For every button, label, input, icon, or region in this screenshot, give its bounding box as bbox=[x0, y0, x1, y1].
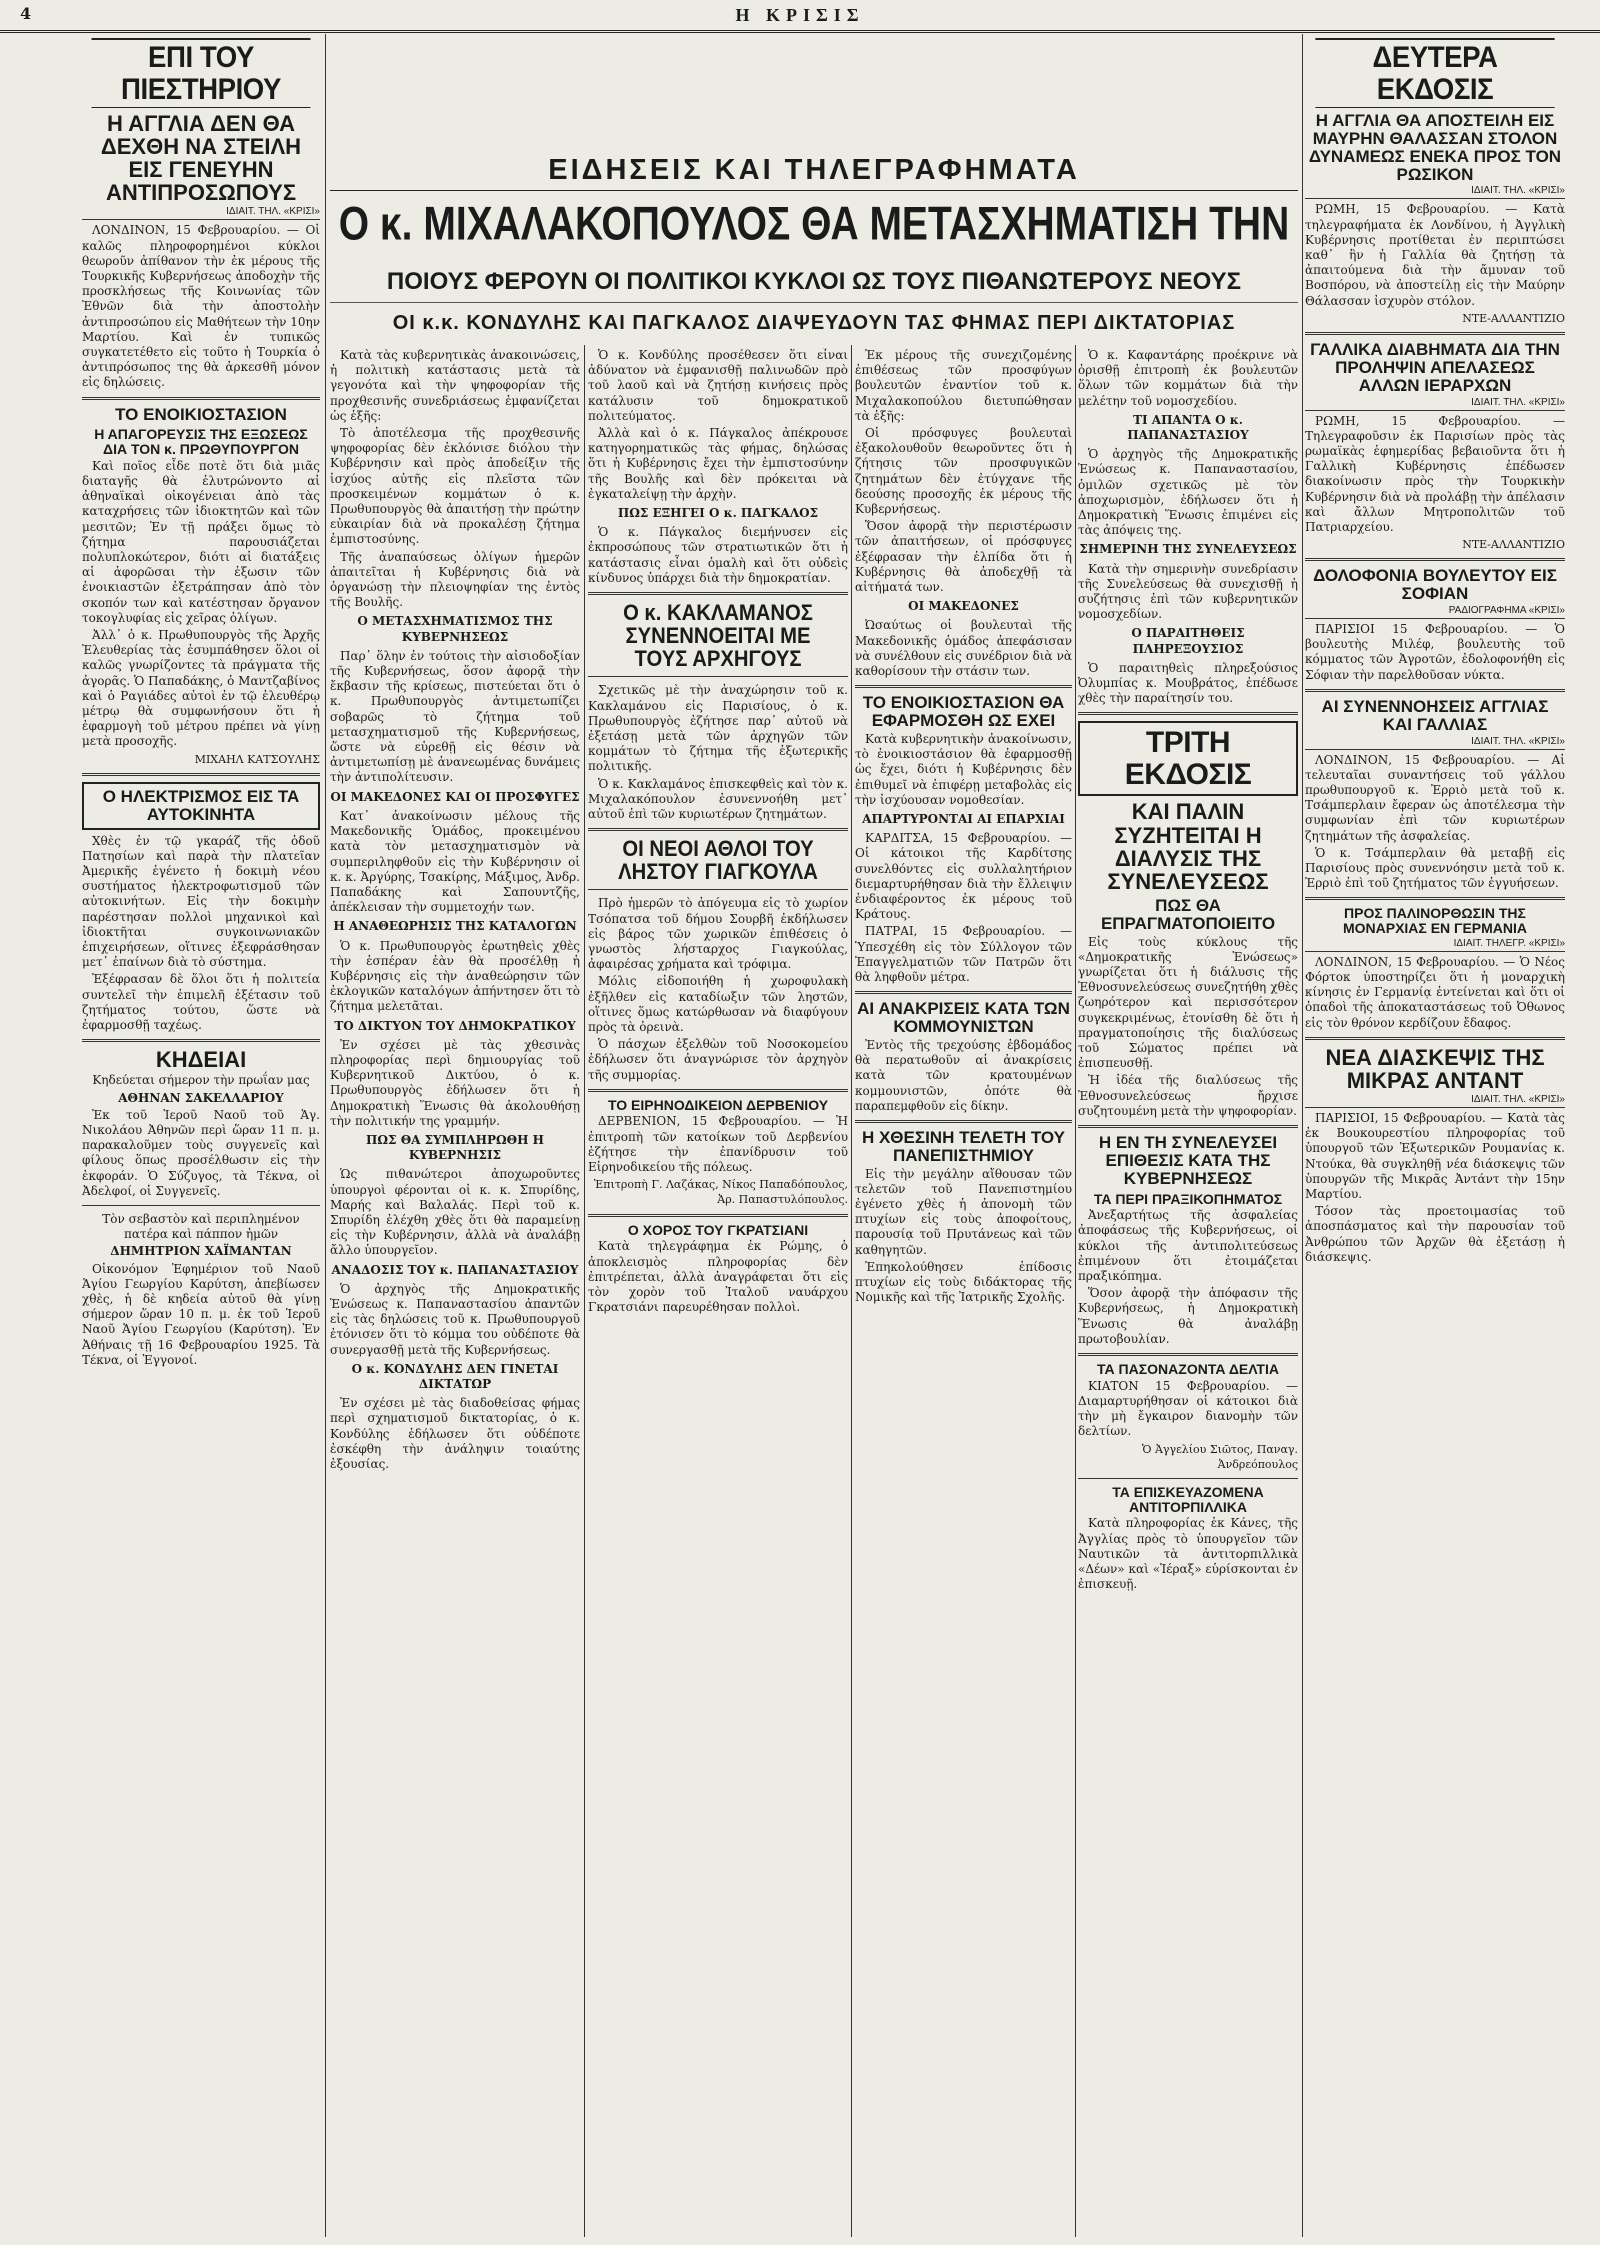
divider bbox=[855, 991, 1072, 994]
notice-lead: Τὸν σεβαστὸν καὶ περιπλημένον πατέρα καὶ πάππον ἡμῶν bbox=[102, 1211, 300, 1242]
main-deck: ΟΙ κ.κ. ΚΟΝΔΥΛΗΣ ΚΑΙ ΠΑΓΚΑΛΟΣ ΔΙΑΨΕΥΔΟΥΝ ΤΑΣ ΦΗΜΑΣ ΠΕΡΙ ΔΙΚΤΑΤΟΡΙΑΣ bbox=[392, 312, 1236, 334]
article-text: Ἐντὸς τῆς τρεχούσης ἑβδομάδος θὰ περατωθοῦν αἱ ἀνακρίσεις κατὰ τῶν κρατουμένων κομμουνιστῶν, ὁπότε θὰ παραπεμφθοῦν εἰς δίκην. bbox=[855, 1037, 1072, 1113]
article-headline: Ο ΗΛΕΚΤΡΙΣΜΟΣ ΕΙΣ ΤΑ ΑΥΤΟΚΙΝΗΤΑ bbox=[82, 782, 320, 830]
section-subhead: Ο ΜΕΤΑΣΧΗΜΑΤΙΣΜΟΣ ΤΗΣ ΚΥΒΕΡΝΗΣΕΩΣ bbox=[357, 614, 553, 644]
article-signature: Ὁ Ἀγγελίου Σιῶτος, Παναγ. Ἀνδρεόπουλος bbox=[1142, 1442, 1298, 1471]
article-headline: ΚΑΙ ΠΑΛΙΝ ΣΥΖΗΤΕΙΤΑΙ Η ΔΙΑΛΥΣΙΣ ΤΗΣ ΣΥΝΕΛΕΥΣΕΩΣ bbox=[1107, 799, 1269, 894]
article-headline: ΑΙ ΣΥΝΕΝΝΟΗΣΕΙΣ ΑΓΓΛΙΑΣ ΚΑΙ ΓΑΛΛΙΑΣ bbox=[1321, 696, 1549, 734]
article-text: Κατὰ κυβερνητικὴν ἀνακοίνωσιν, τὸ ἐνοικιοστάσιον θὰ ἐφαρμοσθῇ ὡς ἔχει, διότι ἡ Κυβέρνησις δὲν ἐπιθυμεῖ νὰ ἐπιφέρῃ μεταβολὰς εἰς τὴν ἰσχύουσαν νομοθεσίαν. bbox=[855, 731, 1072, 807]
column-divider bbox=[584, 345, 585, 2237]
notice-text: Ἐκ τοῦ Ἱεροῦ Ναοῦ τοῦ Ἁγ. Νικολάου Ἀθηνῶν περὶ ὥραν 11 π. μ. παρακαλοῦμεν τοὺς συγγενεῖς καὶ φίλους ὅπως προσέλθωσιν εἰς τὴν ἐκφοράν. Ὁ Σύζυγος, τὰ Τέκνα, οἱ Ἀδελφοί, οἱ Συγγενεῖς. bbox=[82, 1107, 320, 1198]
column-divider bbox=[851, 345, 852, 2237]
divider bbox=[588, 592, 848, 595]
article-text: Ἐκ μέρους τῆς συνεχιζομένης ἐπιθέσεως τῶν προσφύγων βουλευτῶν ἐναντίον τοῦ κ. Μιχαλακοπούλου διετυπώθησαν τὰ ἑξῆς: bbox=[855, 348, 1072, 423]
notice-name: ΔΗΜΗΤΡΙΟΝ ΧΑΪΜΑΝΤΑΝ bbox=[110, 1244, 292, 1259]
article-text: Ὁ ἀρχηγὸς τῆς Δημοκρατικῆς Ἑνώσεως κ. Παπαναστασίου, ὁμιλῶν σχετικῶς μὲ τὸν ἀποχωρισμὸν, ἐδήλωσεν ὅτι ἡ Δημοκρατικὴ Ἕνωσις ἐπιμένει εἰς τὰς ἀπόψεις της. bbox=[1078, 447, 1298, 538]
article-text: Ὁ κ. Πρωθυπουργὸς ἐρωτηθεὶς χθὲς τὴν ἑσπέραν ἐὰν θὰ προσέλθῃ ἡ Κυβέρνησις εἰς τὴν ἀναθεώρησιν τῶν ἐκλογικῶν καταλόγων ἀπήντησεν ὅτι τὸ ζήτημα μελετᾶται. bbox=[330, 938, 580, 1014]
divider bbox=[1305, 332, 1565, 335]
dateline-tag: ΙΔΙΑΙΤ. ΤΗΛΕΓΡ. «ΚΡΙΣΙ» bbox=[1305, 938, 1565, 952]
section-subhead: ΣΗΜΕΡΙΝΗ ΤΗΣ ΣΥΝΕΛΕΥΣΕΩΣ bbox=[1079, 542, 1297, 557]
article-headline: Η ΕΝ ΤΗ ΣΥΝΕΛΕΥΣΕΙ ΕΠΙΘΕΣΙΣ ΚΑΤΑ ΤΗΣ ΚΥΒΕΡΝΗΣΕΩΣ bbox=[1098, 1132, 1278, 1188]
dateline-tag: ΙΔΙΑΙΤ. ΤΗΛ. «ΚΡΙΣΙ» bbox=[1305, 185, 1565, 199]
article-headline: ΔΟΛΟΦΟΝΙΑ ΒΟΥΛΕΥΤΟΥ ΕΙΣ ΣΟΦΙΑΝ bbox=[1313, 566, 1557, 604]
dateline-tag: ΙΔΙΑΙΤ. ΤΗΛ. «ΚΡΙΣΙ» bbox=[1305, 1094, 1565, 1108]
article-text: ΛΟΝΔΙΝΟΝ, 15 Φεβρουαρίου. — Οἱ καλῶς πληροφορημένοι κύκλοι θεωροῦν ἀπίθανον τὴν ἐκ μέρους τῆς Τουρκικῆς Κυβερνήσεως ἀποδοχὴν τῆς προσκλήσεως τῆς Κοινωνίας τῶν Ἐθνῶν διὰ τὴν ἀποστολὴν ἀντιπροσώπου εἰς Μαθήτεων τὴν 10ην Μαρτίου. Καὶ ἐν τυπικῶς συγκατετέθετο εἰς τοῦτο ἡ Τουρκία ὁ ἀντιπρόσωπος της θὰ ἀρκεσθῆ μόνον εἰς δηλώσεις. bbox=[82, 223, 320, 390]
article-text: Ἡ ἰδέα τῆς διαλύσεως τῆς Ἐθνοσυνελεύσεως ἤρχισε συζητουμένη μετὰ τὴν ψηφοφορίαν. bbox=[1078, 1073, 1298, 1118]
article-text: Ἐπηκολούθησεν ἐπίδοσις πτυχίων εἰς τοὺς διδάκτορας τῆς Νομικῆς καὶ τῆς Ἰατρικῆς Σχολῆς. bbox=[855, 1259, 1072, 1305]
article-headline: Η ΧΘΕΣΙΝΗ ΤΕΛΕΤΗ ΤΟΥ ΠΑΝΕΠΙΣΤΗΜΙΟΥ bbox=[861, 1127, 1066, 1165]
column-4 bbox=[855, 348, 1072, 2237]
divider bbox=[588, 676, 848, 677]
divider bbox=[855, 1120, 1072, 1123]
article-subheadline: ΤΑ ΠΕΡΙ ΠΡΑΞΙΚΟΠΗΜΑΤΟΣ bbox=[1093, 1190, 1283, 1207]
article-headline: ΤΟ ΕΝΟΙΚΙΟΣΤΑΣΙΟΝ bbox=[115, 404, 287, 424]
article-text: Τὸ ἀποτέλεσμα τῆς προχθεσινῆς ψηφοφορίας δὲν ἐκλόνισε διόλου τὴν Κυβέρνησιν καὶ πρὸς ἀποδείξιν τῆς ἰσχύος αὐτῆς εἰς πλεῖστα τῶν προσκειμένων κομμάτων ὁ κ. Πρωθυπουργὸς θὰ ἀπαιτήσῃ τὴν πρώτην εὐκαιρίαν διὰ νὰ προκαλέσῃ ζήτημα ἐμπιστοσύνης. bbox=[330, 426, 580, 547]
article-text: Ὁ κ. Τσάμπερλαιν θὰ μεταβῇ εἰς Παρισίους πρὸς συνεννόησιν μετὰ τοῦ κ. Ἐρριὸ ἐπὶ τοῦ ζητήματος τῶν ἐγγυήσεων. bbox=[1305, 845, 1565, 891]
article-text: ΡΩΜΗ, 15 Φεβρουαρίου. — Τηλεγραφοῦσιν ἐκ Παρισίων πρὸς τὰς ρωμαϊκὰς ἐφημερίδας βεβαιοῦντα ὅτι ἡ Γαλλικὴ Κυβέρνησις ἐπέδωσεν διακοίνωσιν πρὸς τὴν Τουρκικὴν Κυβέρνησιν διὰ νὰ προλάβῃ τὴν ἀπέλασιν καὶ ἄλλων Μητροπολιτῶν τοῦ Πατριαρχείου. bbox=[1305, 413, 1565, 534]
article-headline: ΟΙ ΝΕΟΙ ΑΘΛΟΙ ΤΟΥ ΛΗΣΤΟΥ ΓΙΑΓΚΟΥΛΑ bbox=[618, 836, 818, 885]
section-subhead: ΤΙ ΑΠΑΝΤΑ Ο κ. ΠΑΠΑΝΑΣΤΑΣΙΟΥ bbox=[1127, 412, 1249, 443]
section-subhead: Ο κ. ΚΟΝΔΥΛΗΣ ΔΕΝ ΓΙΝΕΤΑΙ ΔΙΚΤΑΤΩΡ bbox=[351, 1361, 559, 1391]
article-text: ΠΑΡΙΣΙΟΙ, 15 Φεβρουαρίου. — Κατὰ τὰς ἐκ Βουκουρεστίου πληροφορίας τοῦ ὑπουργοῦ τῶν Ἐξωτερικῶν Ρουμανίας κ. Ντούκα, θὰ συγκληθῇ νέα διάσκεψις τῶν ὑπουργῶν τῆς Μικρᾶς Ἀντάντ τὴν 15ην Μαρτίου. bbox=[1305, 1110, 1565, 1201]
article-headline: ΤΟ ΕΝΟΙΚΙΟΣΤΑΣΙΟΝ ΘΑ ΕΦΑΡΜΟΣΘΗ ΩΣ ΕΧΕΙ bbox=[862, 693, 1065, 731]
article-signature: Ἐπιτροπὴ Γ. Λαζάκας, Νίκος Παπαδόπουλος, Ἀρ. Παπαστυλόπουλος. bbox=[593, 1178, 848, 1207]
article-text: Ἀνεξαρτήτως τῆς ἀσφαλείας ἀποφάσεως τῆς Κυβερνήσεως, οἱ κύκλοι τῆς ἀντιπολιτεύσεως ἐπιμένουν ὅτι ἐτοιμάζεται πραξικόπημα. bbox=[1078, 1208, 1298, 1283]
section-subhead: Ο ΠΑΡΑΙΤΗΘΕΙΣ ΠΛΗΡΕΞΟΥΣΙΟΣ bbox=[1131, 626, 1245, 656]
article-signature: ΝΤΕ-ΑΛΛΑΝΤΙΖΙΟ bbox=[1462, 538, 1565, 552]
article-subheadline: Η ΑΠΑΓΟΡΕΥΣΙΣ ΤΗΣ ΕΞΩΣΕΩΣ ΔΙΑ ΤΟΝ κ. ΠΡΩΘΥΠΟΥΡΓΟΝ bbox=[94, 426, 308, 458]
article-text: Πρὸ ἡμερῶν τὸ ἀπόγευμα εἰς τὸ χωρίον Τσόπατσα τοῦ δήμου Σουρβῆ ἐκδήλωσεν εἰς βάρος τῶν χωρικῶν ἐπιθέσεις ὁ γνωστὸς λήσταρχος Γιαγκούλας, ἀφαιρέσας χρήματα καὶ τρόφιμα. bbox=[588, 896, 848, 972]
article-text: Ὁ παραιτηθεὶς πληρεξούσιος Ὀλυμπίας κ. Μουβράτος, ἐπέδωσε χθὲς τὴν παραίτησίν του. bbox=[1078, 660, 1298, 706]
article-text: Ἐν σχέσει μὲ τὰς διαδοθείσας φήμας περὶ σχηματισμοῦ δικτατορίας, ὁ κ. Κονδύλης ἐδήλωσεν ὅτι οὐδέποτε ἐσκέφθη τὴν ἀνάληψιν τοιαύτης ἐξουσίας. bbox=[330, 1396, 580, 1472]
article-text: Εἰς τοὺς κύκλους τῆς «Δημοκρατικῆς Ἑνώσεως» γνωρίζεται ὅτι ἡ διάλυσις τῆς Ἐθνοσυνελεύσεως συνεζητήθη χθὲς ζωηρότερον καὶ περισσότερον συγκεκριμένως, ἐτονίσθη δὲ ὅτι ἡ πραγματοποίησις τῆς διαλύσεως τοῦ Σώματος πρέπει νὰ ἐπισπευσθῇ. bbox=[1078, 934, 1298, 1071]
notice-text: Οἰκονόμον Ἐφημέριον τοῦ Ναοῦ Ἁγίου Γεωργίου Καρύτση, ἀπεβίωσεν χθὲς, ἡ δὲ κηδεία αὐτοῦ θὰ γίνῃ σήμερον ὥραν 10 π. μ. ἐκ τοῦ Ἱεροῦ Ναοῦ Ἁγίου Γεωργίου (Καρύτση). Ἐν Ἀθήναις τῇ 16 Φεβρουαρίου 1925. Τὰ Τέκνα, οἱ Ἐγγονοί. bbox=[82, 1261, 320, 1367]
article-text: Παρ᾽ ὅλην ἐν τούτοις τὴν αἰσιοδοξίαν τῆς Κυβερνήσεως, ὅσον ἀφορᾷ τὴν ἔκβασιν τῆς κρίσεως, πιστεύεται ὅτι ὁ κ. Πρωθυπουργὸς ἀντιμετωπίζει σοβαρῶς τὸ ζήτημα τοῦ μετασχηματισμοῦ τῆς Κυβερνήσεως, ὥστε νὰ εὑρεθῇ εἰς θέσιν νὰ ἀντιμετωπίσῃ μὲ ἀνανεωμένας δυνάμεις τὴν ἀντιπολίτευσιν. bbox=[330, 648, 580, 785]
article-text: ΚΙΑΤΟΝ 15 Φεβρουαρίου. — Διαμαρτυρήθησαν οἱ κάτοικοι διὰ τὴν μὴ ἔγκαιρον διανομὴν τῶν δελτίων. bbox=[1078, 1378, 1298, 1439]
article-text: ΚΑΡΔΙΤΣΑ, 15 Φεβρουαρίου. — Οἱ κάτοικοι τῆς Καρδίτσης συνελθόντες εἰς συλλαλητήριον διεμαρτυρήθησαν διὰ τὴν ἔλλειψιν ἐνδιαφέροντος ἐκ μέρους τοῦ Κράτους. bbox=[855, 831, 1072, 922]
divider bbox=[855, 685, 1072, 688]
divider bbox=[1078, 712, 1298, 715]
article-text: Ἐξέφρασαν δὲ ὅλοι ὅτι ἡ πολιτεία συντελεῖ τὴν ἐπιμελῆ ἐξέτασιν τοῦ ζητήματος τούτου, ὥστε νὰ ἐφαρμοσθῇ ταχέως. bbox=[82, 972, 320, 1033]
main-subheadline: ΠΟΙΟΥΣ ΦΕΡΟΥΝ ΟΙ ΠΟΛΙΤΙΚΟΙ ΚΥΚΛΟΙ ΩΣ ΤΟΥΣ ΠΙΘΑΝΩΤΕΡΟΥΣ ΝΕΟΥΣ bbox=[330, 262, 1298, 303]
section-subhead: ΑΠΑΡΤΥΡΟΝΤΑΙ ΑΙ ΕΠΑΡΧΙΑΙ bbox=[862, 811, 1065, 826]
edition-banner: ΤΡΙΤΗ ΕΚΔΟΣΙΣ bbox=[1078, 721, 1298, 796]
dateline-tag: ΙΔΙΑΙΤ. ΤΗΛ. «ΚΡΙΣΙ» bbox=[1305, 397, 1565, 411]
article-headline: Ο κ. ΚΑΚΛΑΜΑΝΟΣ ΣΥΝΕΝΝΟΕΙΤΑΙ ΜΕ ΤΟΥΣ ΑΡΧΗΓΟΥΣ bbox=[623, 600, 813, 672]
article-headline: ΕΠΙ ΤΟΥ ΠΙΕΣΤΗΡΙΟΥ bbox=[92, 38, 311, 108]
masthead bbox=[0, 0, 1600, 33]
article-text: Ὡς πιθανώτεροι ἀποχωροῦντες ὑπουργοὶ φέρονται οἱ κ. κ. Σπυρίδης, Μαρής καὶ Βαλαλάς. Περὶ τοῦ κ. Σπυρίδη ἐλέχθη χθὲς ὅτι θὰ παραμείνῃ εἰς τὴν Κυβέρνησιν, ἀλλὰ νὰ ἀναλάβῃ ἄλλο ὑπουργεῖον. bbox=[330, 1167, 580, 1258]
paper-name: Η ΚΡΙΣΙΣ bbox=[735, 4, 865, 25]
divider bbox=[82, 1205, 320, 1206]
divider bbox=[82, 773, 320, 776]
article-headline: ΤΟ ΕΙΡΗΝΟΔΙΚΕΙΟΝ ΔΕΡΒΕΝΙΟΥ bbox=[607, 1096, 829, 1113]
column-divider bbox=[1302, 34, 1303, 2237]
divider bbox=[1305, 897, 1565, 900]
article-headline: ΚΗΔΕΙΑΙ bbox=[155, 1047, 247, 1073]
divider bbox=[588, 1214, 848, 1217]
page-number: 4 bbox=[20, 4, 32, 23]
article-text: Ἀλλ᾽ ὁ κ. Πρωθυπουργὸς τῆς Ἀρχῆς Ἐλευθερίας τὰς ἐσυμπάθησεν ὅλοι οἱ καλῶς γνωρίζοντες τὰ πράγματα τῆς ἀγορᾶς. Ὁ Παπαδάκης, ὁ Μαντζαβίνος καὶ ὁ Ραγιάδες αὐτοὶ ἐν τῷ ἐλευθέρῳ μέτρῳ θὰ συμφωνήσουν ὅτι ἡ ἐφαρμογὴ τοῦ μέτρου πρέπει νὰ γίνῃ μετὰ προσοχῆς. bbox=[82, 628, 320, 749]
divider bbox=[82, 397, 320, 400]
main-headline: Ο κ. ΜΙΧΑΛΑΚΟΠΟΥΛΟΣ ΘΑ ΜΕΤΑΣΧΗΜΑΤΙΣΗ ΤΗΝ bbox=[338, 198, 1290, 251]
section-subhead: ΟΙ ΜΑΚΕΔΟΝΕΣ bbox=[908, 599, 1019, 614]
column-1 bbox=[82, 34, 320, 2237]
article-headline: ΤΑ ΕΠΙΣΚΕΥΑΖΟΜΕΝΑ ΑΝΤΙΤΟΡΠΙΛΛΙΚΑ bbox=[1112, 1483, 1264, 1515]
article-text: Κατὰ τὰς κυβερνητικὰς ἀνακοινώσεις, ἡ πολιτικὴ κατάστασις μετὰ τὰ γεγονότα καὶ τὴν ψηφοφορίαν τῆς προχθεσινῆς συνεδριάσεως ἐμφανίζεται ὡς ἑξῆς: bbox=[330, 348, 580, 423]
article-text: Ἀλλὰ καὶ ὁ κ. Πάγκαλος ἀπέκρουσε κατηγορηματικῶς τὰς φήμας, δηλώσας ὅτι ἡ Κυβέρνησις ἔχει τὴν ἐμπιστοσύνην τῆς Βουλῆς καὶ δὲν πρόκειται νὰ ἐγκαταλείψῃ τὴν ἀρχὴν. bbox=[588, 426, 848, 501]
article-text: Ἐν σχέσει μὲ τὰς χθεσινὰς πληροφορίας περὶ δημιουργίας τοῦ Κυβερνητικοῦ Δικτύου, ὁ κ. Πρωθυπουργὸς ἐδήλωσεν ὅτι ἡ Δημοκρατικὴ Ἕνωσις θὰ ἀκολουθήσῃ τὴν πολιτικήν της γραμμήν. bbox=[330, 1037, 580, 1128]
article-headline: ΤΑ ΠΑΣΟΝΑΖΟΝΤΑ ΔΕΛΤΙΑ bbox=[1097, 1361, 1279, 1378]
divider bbox=[1305, 689, 1565, 692]
article-text: Χθὲς ἐν τῷ γκαράζ τῆς ὁδοῦ Πατησίων καὶ παρὰ τὴν πλατεῖαν Ἀμερικῆς ἐγένετο ἡ δοκιμὴ νέου συστήματος ἠλεκτροφωτισμοῦ τῶν αὐτοκινήτων. Εἰς τὴν δοκιμὴν παρέστησαν πολλοὶ μηχανικοὶ καὶ ἰδιοκτῆται συγκοινωνιακῶν ἐπιχειρήσεων, οἵτινες ἐξεφράσθησαν μετ᾽ ἐπαίνων διὰ τὸ σύστημα. bbox=[82, 833, 320, 970]
article-text: Σχετικῶς μὲ τὴν ἀναχώρησιν τοῦ κ. Κακλαμάνου εἰς Παρισίους, ὁ κ. Πρωθυπουργὸς ἐζήτησε παρ᾽ αὐτοῦ νὰ ἐξετάσῃ μετὰ τῶν ἀρχηγῶν τῶν κομμάτων τὸ ζήτημα τῆς ἐξωτερικῆς πολιτικῆς. bbox=[588, 683, 848, 774]
section-title: ΕΙΔΗΣΕΙΣ ΚΑΙ ΤΗΛΕΓΡΑΦΗΜΑΤΑ bbox=[330, 150, 1298, 191]
column-5 bbox=[1078, 348, 1298, 2237]
article-text: Εἰς τὴν μεγάλην αἴθουσαν τῶν τελετῶν τοῦ Πανεπιστημίου ἐγένετο χθὲς ἡ ἀπονομὴ τῶν πτυχίων εἰς τοὺς ἀποφοίτους, παρουσίᾳ τοῦ Πρυτάνεως καὶ τῶν καθηγητῶν. bbox=[855, 1166, 1072, 1257]
article-text: Τῆς ἀναπαύσεως ὀλίγων ἡμερῶν ἀπαιτεῖται ἡ Κυβέρνησις διὰ νὰ ὀργανώσῃ τὴν πλειοψηφίαν της ἐντὸς τῆς Βουλῆς. bbox=[330, 549, 580, 610]
article-headline: ΑΙ ΑΝΑΚΡΙΣΕΙΣ ΚΑΤΑ ΤΩΝ ΚΟΜΜΟΥΝΙΣΤΩΝ bbox=[857, 999, 1070, 1037]
dateline-tag: ΙΔΙΑΙΤ. ΤΗΛ. «ΚΡΙΣΙ» bbox=[82, 206, 320, 220]
article-text: ΠΑΤΡΑΙ, 15 Φεβρουαρίου. — Ὑπεσχέθη εἰς τὸν Σύλλογον τῶν Ἐπαγγελματιῶν τῶν Πατρῶν ὅτι θὰ ληφθοῦν μέτρα. bbox=[855, 924, 1072, 984]
article-text: Κατὰ τηλεγράφημα ἐκ Ρώμης, ὁ ἀποκλεισμὸς πληροφορίας δὲν ἐπιτρέπεται, ἀλλὰ ἀναγράφεται ὅτι εἰς τὸν χορὸν τοῦ Ἰταλοῦ ναυάρχου Γκρατσιάνι παρευρέθησαν πολλοὶ. bbox=[588, 1239, 848, 1315]
dateline-tag: ΙΔΙΑΙΤ. ΤΗΛ. «ΚΡΙΣΙ» bbox=[1305, 736, 1565, 750]
article-text: Κατὰ πληροφορίας ἐκ Κάνες, τῆς Ἀγγλίας πρὸς τὸ ὑπουργεῖον τῶν Ναυτικῶν τὰ ἀντιτορπιλλικὰ «Δέων» καὶ «Ἱέραξ» εὑρίσκονται ἐν ἐπισκευῇ. bbox=[1078, 1516, 1298, 1592]
article-text: ΠΑΡΙΣΙΟΙ 15 Φεβρουαρίου. — Ὁ βουλευτὴς Μιλέφ, βουλευτὴς τοῦ κόμματος τῶν Ἀγροτῶν, ἐδολοφονήθη εἰς Σόφιαν τὴν παρελθοῦσαν νύκτα. bbox=[1305, 622, 1565, 682]
column-divider bbox=[325, 34, 326, 2237]
article-text: Ὁ κ. Κακλαμάνος ἐπισκεφθεὶς καὶ τὸν κ. Μιχαλακόπουλον ἐσυνεννοήθη μετ᾽ αὐτοῦ ἐπὶ τῶν κυριωτέρων ζητημάτων. bbox=[588, 776, 848, 821]
article-text: ΛΟΝΔΙΝΟΝ, 15 Φεβρουαρίου. — Ὁ Νέος Φόρτοκ ὑποστηρίζει ὅτι ἡ μοναρχικὴ κίνησις ἐν Γερμανίᾳ ἐντείνεται καὶ ὅτι οἱ ὀπαδοὶ τῆς ἀποκαταστάσεως τοῦ Ὀθωνος εἰς τὸν θρόνον κερδίζουν ἔδαφος. bbox=[1305, 954, 1565, 1030]
section-subhead: ΠΩΣ ΕΞΗΓΕΙ Ο κ. ΠΑΓΚΑΛΟΣ bbox=[617, 506, 819, 521]
article-text: Κατὰ τὴν σημερινὴν συνεδρίασιν τῆς Συνελεύσεως θὰ συνεχισθῇ ἡ συζήτησις ἐπὶ τῶν κυβερνητικῶν νομοσχεδίων. bbox=[1078, 561, 1298, 622]
divider bbox=[82, 1039, 320, 1042]
article-headline: ΝΕΑ ΔΙΑΣΚΕΨΙΣ ΤΗΣ ΜΙΚΡΑΣ ΑΝΤΑΝΤ bbox=[1325, 1044, 1545, 1093]
divider bbox=[1305, 1037, 1565, 1040]
column-6 bbox=[1305, 34, 1565, 2237]
article-text: Ὁ κ. Κονδύλης προσέθεσεν ὅτι εἶναι ἀδύνατον νὰ ἐμφανισθῇ παλινωδῶν πρὸ τοῦ λαοῦ καὶ νὰ ζητήσῃ κινήσεις πρὸς κατάλυσιν τοῦ δημοκρατικοῦ πολιτεύματος. bbox=[588, 348, 848, 423]
edition-banner: ΔΕΥΤΕΡΑ ΕΚΔΟΣΙΣ bbox=[1315, 38, 1554, 108]
article-text: Καὶ ποῖος εἶδε ποτὲ ὅτι διὰ μιᾶς διαταγῆς θὰ ἐλυτρώνοντο αἱ ἀθηναϊκαὶ οἰκογένειαι ἀπὸ τὰς καταχρήσεις τῶν ἰδιοκτητῶν καὶ τῶν μεσιτῶν; Ἐν τῇ πράξει ὅμως τὸ ζήτημα παρουσιάζεται πολυπλοκώτερον, διότι αἱ διατάξεις αἱ ἀφορῶσαι τὴν ἐξωσιν τῶν ἐνοικιαστῶν ἐξετράπησαν ἀπὸ τὸν σκοπόν των καὶ κατέστησαν ὄργανον τοκογλυφίας εἰς χεῖρας ὀλίγων. bbox=[82, 458, 320, 625]
section-subhead: ΑΝΑΔΟΣΙΣ ΤΟΥ κ. ΠΑΠΑΝΑΣΤΑΣΙΟΥ bbox=[331, 1262, 579, 1277]
section-subhead: ΤΟ ΔΙΚΤΥΟΝ ΤΟΥ ΔΗΜΟΚΡΑΤΙΚΟΥ bbox=[334, 1018, 576, 1033]
article-subheadline: ΠΩΣ ΘΑ ΕΠΡΑΓΜΑΤΟΠΟΙΕΙΤΟ bbox=[1100, 895, 1276, 933]
article-signature: ΜΙΧΑΗΛ ΚΑΤΣΟΥΛΗΣ bbox=[194, 752, 320, 766]
dateline-tag: ΡΑΔΙΟΓΡΑΦΗΜΑ «ΚΡΙΣΙ» bbox=[1305, 605, 1565, 619]
article-text: Ὠσαύτως οἱ βουλευταὶ τῆς Μακεδονικῆς ὁμάδος ἀπεφάσισαν νὰ συνέλθουν εἰς συνέδριον διὰ νὰ καθορίσουν τὴν στάσιν των. bbox=[855, 618, 1072, 679]
article-text: Ὁ ἀρχηγὸς τῆς Δημοκρατικῆς Ἑνώσεως κ. Παπαναστασίου ἀπαντῶν εἰς τὰς δηλώσεις τοῦ κ. Πρωθυπουργοῦ ἐτόνισεν ὅτι τὸ κόμμα του οὐδέποτε θὰ συνεργασθῇ μετὰ τῆς Κυβερνήσεως. bbox=[330, 1281, 580, 1357]
column-divider bbox=[1075, 345, 1076, 2237]
article-text: ΔΕΡΒΕΝΙΟΝ, 15 Φεβρουαρίου. — Ἡ ἐπιτροπὴ τῶν κατοίκων τοῦ Δερβενίου ἐζήτησε τὴν ἐπανίδρυσιν τοῦ Εἰρηνοδικείου τῆς πόλεως. bbox=[588, 1114, 848, 1175]
section-subhead: ΠΩΣ ΘΑ ΣΥΜΠΛΗΡΩΘΗ Η ΚΥΒΕΡΝΗΣΙΣ bbox=[366, 1132, 544, 1163]
article-text: Κατ᾽ ἀνακοίνωσιν μέλους τῆς Μακεδονικῆς Ὁμάδος, προκειμένου κατὰ τὸν μετασχηματισμὸν νὰ συμπεριληφθοῦν εἰς τὴν Κυβέρνησιν οἱ κ. κ. Ἀργύρης, Τσακίρης, Μάξιμος, Ἀνδρ. Παπαδάκης καὶ Σαπουντζῆς, ἀπέκλεισαν τὴν συμμετοχήν των. bbox=[330, 808, 580, 915]
article-text: Μόλις εἰδοποιήθη ἡ χωροφυλακὴ ἐξῆλθεν εἰς καταδίωξιν τῶν ληστῶν, οἵτινες ὅμως κατώρθωσαν νὰ διαφύγουν πρὸς τὰ ὀρεινὰ. bbox=[588, 974, 848, 1034]
divider bbox=[588, 828, 848, 831]
divider bbox=[1078, 1125, 1298, 1128]
article-headline: ΠΡΟΣ ΠΑΛΙΝΟΡΘΩΣΙΝ ΤΗΣ ΜΟΝΑΡΧΙΑΣ ΕΝ ΓΕΡΜΑΝΙΑ bbox=[1342, 905, 1528, 937]
article-text: ΡΩΜΗ, 15 Φεβρουαρίου. — Κατὰ τηλεγραφήματα ἐκ Λονδίνου, ἡ Ἀγγλικὴ Κυβέρνησις προτίθεται ἐν περιπτώσει καθ᾽ ἣν ἡ Γαλλία θὰ ζητήσῃ τὰ ἀπαιτούμενα διὰ τὴν ἄμυναν τοῦ Βοσπόρου, νὰ ἀποστείλῃ εἰς τὴν Μαύρην Θάλασσαν ἰσχυρὸν στόλον. bbox=[1305, 202, 1565, 308]
section-subhead: ΟΙ ΜΑΚΕΔΟΝΕΣ ΚΑΙ ΟΙ ΠΡΟΣΦΥΓΕΣ bbox=[330, 789, 580, 804]
article-text: Ὁ κ. Πάγκαλος διεμήνυσεν εἰς ἐκπροσώπους τῶν στρατιωτικῶν ὅτι ἡ κατάστασις εἶναι ὁμαλὴ καὶ ὅτι οὐδεὶς κίνδυνος ὑπάρχει διὰ τὴν δημοκρατίαν. bbox=[588, 525, 848, 585]
column-2 bbox=[330, 348, 580, 2237]
article-text: Ὁ πάσχων ἐξελθὼν τοῦ Νοσοκομείου ἐδήλωσεν ὅτι ἀναγνώρισε τὸν ἀρχηγὸν τῆς συμμορίας. bbox=[588, 1037, 848, 1082]
divider bbox=[588, 1089, 848, 1092]
article-text: Τόσον τὰς προετοιμασίας τοῦ ἀποσπάσματος καὶ τὴν παρουσίαν τοῦ Ἀνθρώπου τῶν Ἀρχῶν θὰ ἐξετάσῃ ἡ διάσκεψις. bbox=[1305, 1204, 1565, 1264]
article-headline: Η ΑΓΓΛΙΑ ΘΑ ΑΠΟΣΤΕΙΛΗ ΕΙΣ ΜΑΥΡΗΝ ΘΑΛΑΣΣΑΝ ΣΤΟΛΟΝ ΔΥΝΑΜΕΩΣ ΕΝΕΚΑ ΠΡΟΣ ΤΟΝ ΡΩΣΙΚΟΝ bbox=[1308, 111, 1562, 184]
article-subheadline: Η ΑΓΓΛΙΑ ΔΕΝ ΘΑ ΔΕΧΘΗ ΝΑ ΣΤΕΙΛΗ ΕΙΣ ΓΕΝΕΥΗΝ ΑΝΤΙΠΡΟΣΩΠΟΥΣ bbox=[100, 111, 302, 206]
column-3 bbox=[588, 348, 848, 2237]
divider bbox=[1305, 558, 1565, 561]
notice-lead: Κηδεύεται σήμερον τὴν πρωΐαν μας bbox=[92, 1073, 310, 1088]
article-headline: Ο ΧΟΡΟΣ ΤΟΥ ΓΚΡΑΤΣΙΑΝΙ bbox=[627, 1221, 809, 1238]
section-subhead: Η ΑΝΑΘΕΩΡΗΣΙΣ ΤΗΣ ΚΑΤΑΛΟΓΩΝ bbox=[333, 919, 577, 934]
article-text: Ὁ κ. Καφαντάρης προέκρινε νὰ ὁρισθῇ ἐπιτροπὴ ἐκ βουλευτῶν ὅλων τῶν κομμάτων διὰ τὴν μελέτην τοῦ νομοσχεδίου. bbox=[1078, 348, 1298, 408]
article-headline: ΓΑΛΛΙΚΑ ΔΙΑΒΗΜΑΤΑ ΔΙΑ ΤΗΝ ΠΡΟΛΗΨΙΝ ΑΠΕΛΑΣΕΩΣ ΑΛΛΩΝ ΙΕΡΑΡΧΩΝ bbox=[1310, 340, 1560, 395]
article-text: ΛΟΝΔΙΝΟΝ, 15 Φεβρουαρίου. — Αἱ τελευταῖαι συναντήσεις τοῦ γάλλου πρωθυπουργοῦ κ. Ἐρριὸ μετὰ τοῦ κ. Τσάμπερλαιν ἔφεραν ὡς ἀποτέλεσμα τὴν συμφωνίαν ἐπὶ τῶν κυριωτέρων ζητημάτων τῆς ἀσφαλείας. bbox=[1305, 752, 1565, 843]
divider bbox=[588, 889, 848, 890]
divider bbox=[1078, 1353, 1298, 1356]
divider bbox=[1078, 1478, 1298, 1479]
article-text: Ὅσον ἀφορᾷ τὴν ἀπόφασιν τῆς Κυβερνήσεως, ἡ Δημοκρατικὴ Ἕνωσις θὰ ἀναλάβῃ πρωτοβουλίαν. bbox=[1078, 1286, 1298, 1346]
article-text: Ὅσον ἀφορᾷ τὴν περιστέρωσιν τῶν ἀπαιτήσεων, οἱ πρόσφυγες ἐξέφρασαν τὴν ἐλπίδα ὅτι ἡ Κυβέρνησις θὰ ἀποδεχθῇ τὰ αἰτήματά των. bbox=[855, 519, 1072, 595]
article-signature: ΝΤΕ-ΑΛΛΑΝΤΙΖΙΟ bbox=[1462, 311, 1565, 325]
article-text: Οἱ πρόσφυγες βουλευταὶ ἐξακολουθοῦν θεωροῦντες ὅτι ἡ ζήτησις τῶν προσφυγικῶν ζητημάτων δὲν ἐτύγχανε τῆς δεούσης προσοχῆς ἐκ μέρους τῆς Κυβερνήσεως. bbox=[855, 426, 1072, 517]
notice-name: ΑΘΗΝΑΝ ΣΑΚΕΛΛΑΡΙΟΥ bbox=[118, 1090, 284, 1105]
